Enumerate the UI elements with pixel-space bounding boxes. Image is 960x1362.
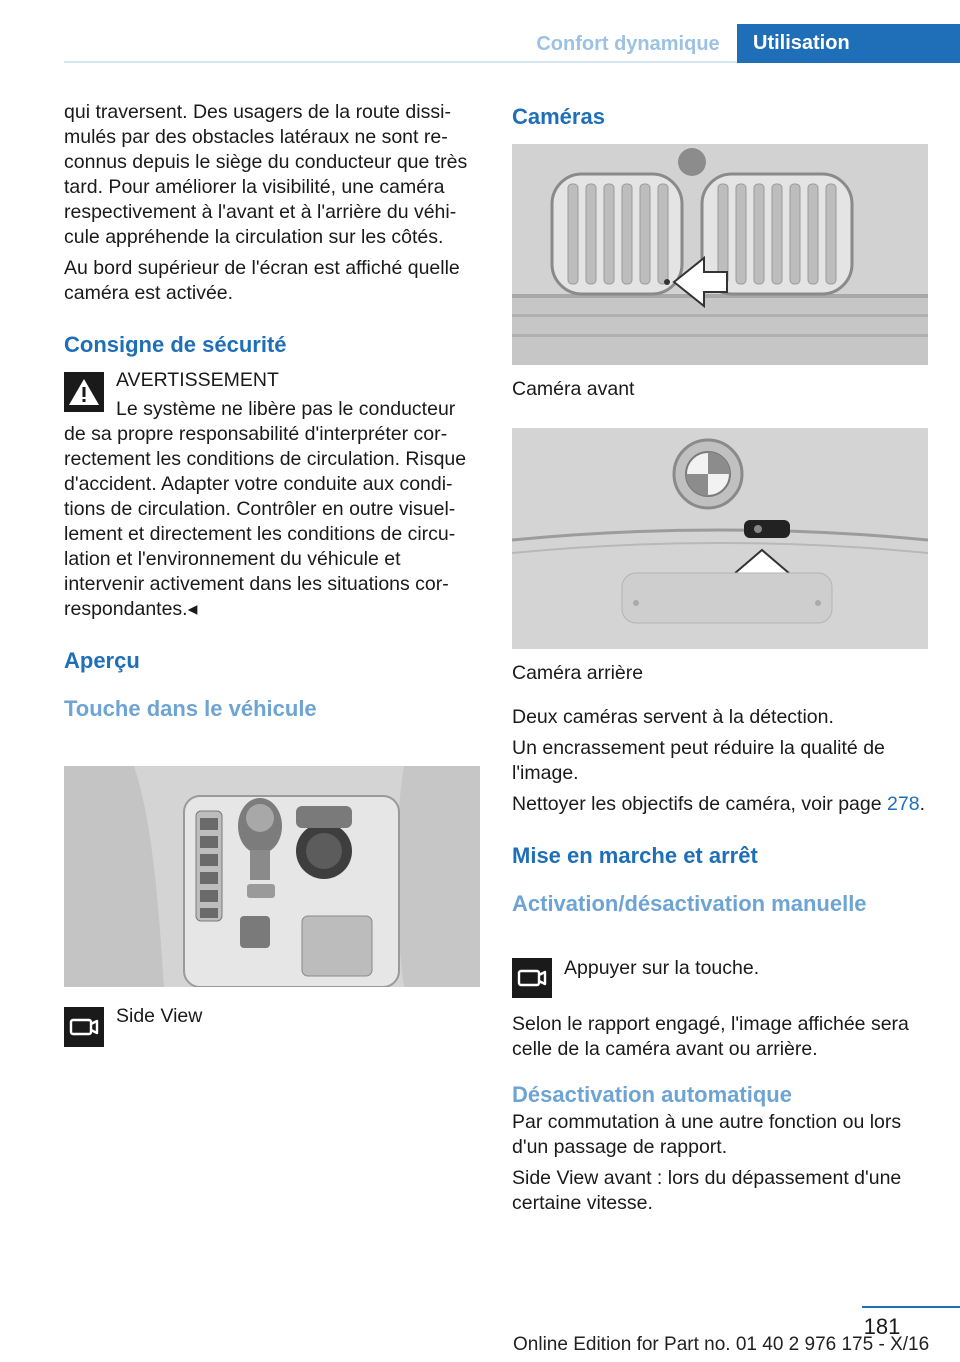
side-view-button-icon: [512, 958, 552, 998]
cleaning-paragraph: [512, 792, 928, 817]
edition-footer: Online Edition for Part no. 01 40 2 976 175 - X/16: [513, 1334, 930, 1355]
warning-first-line: Le système ne libère pas le conducteur: [116, 398, 456, 420]
left-column: [64, 100, 480, 722]
overview-heading: Aperçu: [64, 648, 140, 673]
header-chapter-tab: Utilisation: [737, 24, 960, 63]
gear-image-paragraph: Selon le rapport engagé, l'image affichée sera celle de la caméra avant ou arrière.: [512, 1013, 909, 1060]
intro-paragraph-2: Au bord supérieur de l'écran est affiché quelle caméra est activée.: [64, 257, 460, 304]
rear-camera-caption: Caméra arrière: [512, 662, 644, 684]
auto-deactivation-heading: Désactivation automatique: [512, 1082, 792, 1107]
on-off-heading: Mise en marche et arrêt: [512, 843, 758, 868]
right-text-block: [512, 705, 928, 917]
warning-title: AVERTISSEMENT: [116, 369, 279, 391]
front-camera-photo: [512, 144, 928, 365]
side-view-caption: Side View: [116, 1005, 203, 1027]
switch-paragraph: Par commutation à une autre fonction ou lors d'un passage de rapport.: [512, 1111, 902, 1158]
press-button-text: Appuyer sur la touche.: [564, 957, 760, 979]
intro-paragraph-1: qui traversent. Des usagers de la route dissi-mulés par des obstacles latéraux ne sont re-connus depuis le siège du conducteur que très tard. Pour améliorer la visibilité, une caméra respectivement à l'avant et à l'arrière du véhi-cule appréhende la circulation sur les côtés.: [64, 101, 468, 248]
cameras-heading: Caméras: [512, 104, 605, 129]
button-in-vehicle-heading: Touche dans le véhicule: [64, 696, 317, 721]
cleaning-text: Nettoyer les objectifs de caméra, voir page: [512, 793, 888, 815]
page-number: 181: [863, 1314, 901, 1339]
cleaning-period: .: [919, 793, 925, 815]
detection-paragraph: Deux caméras servent à la détection.: [512, 706, 834, 728]
footer-rule: [862, 1306, 960, 1308]
right-lower-block: [512, 1012, 928, 1222]
side-view-camera-icon: [64, 1007, 104, 1047]
rear-camera-photo: [512, 428, 928, 649]
center-console-photo: [64, 766, 480, 987]
manual-toggle-heading: Activation/désactivation manuelle: [512, 891, 867, 916]
speed-paragraph: Side View avant : lors du dépassement d'une certaine vitesse.: [512, 1167, 902, 1214]
dirt-paragraph: Un encrassement peut réduire la qualité de l'image.: [512, 737, 885, 784]
warning-block: [64, 368, 480, 422]
page-278-link[interactable]: 278: [887, 793, 920, 815]
warning-text: de sa propre responsabilité d'interpréter cor-rectement les conditions de circulation. Risque d'accident. Adapter votre conduite aux condi-tions de circulation. Contrôler en outre visuel-lement et directement les conditions de circu-lation et l'environnement du véhicule et intervenir activement dans les situations cor-respondantes.◂: [64, 423, 467, 620]
header-section-label: Confort dynamique: [536, 33, 720, 55]
warning-triangle-icon: [64, 372, 104, 412]
safety-heading: Consigne de sécurité: [64, 332, 287, 357]
front-camera-caption: Caméra avant: [512, 378, 635, 400]
